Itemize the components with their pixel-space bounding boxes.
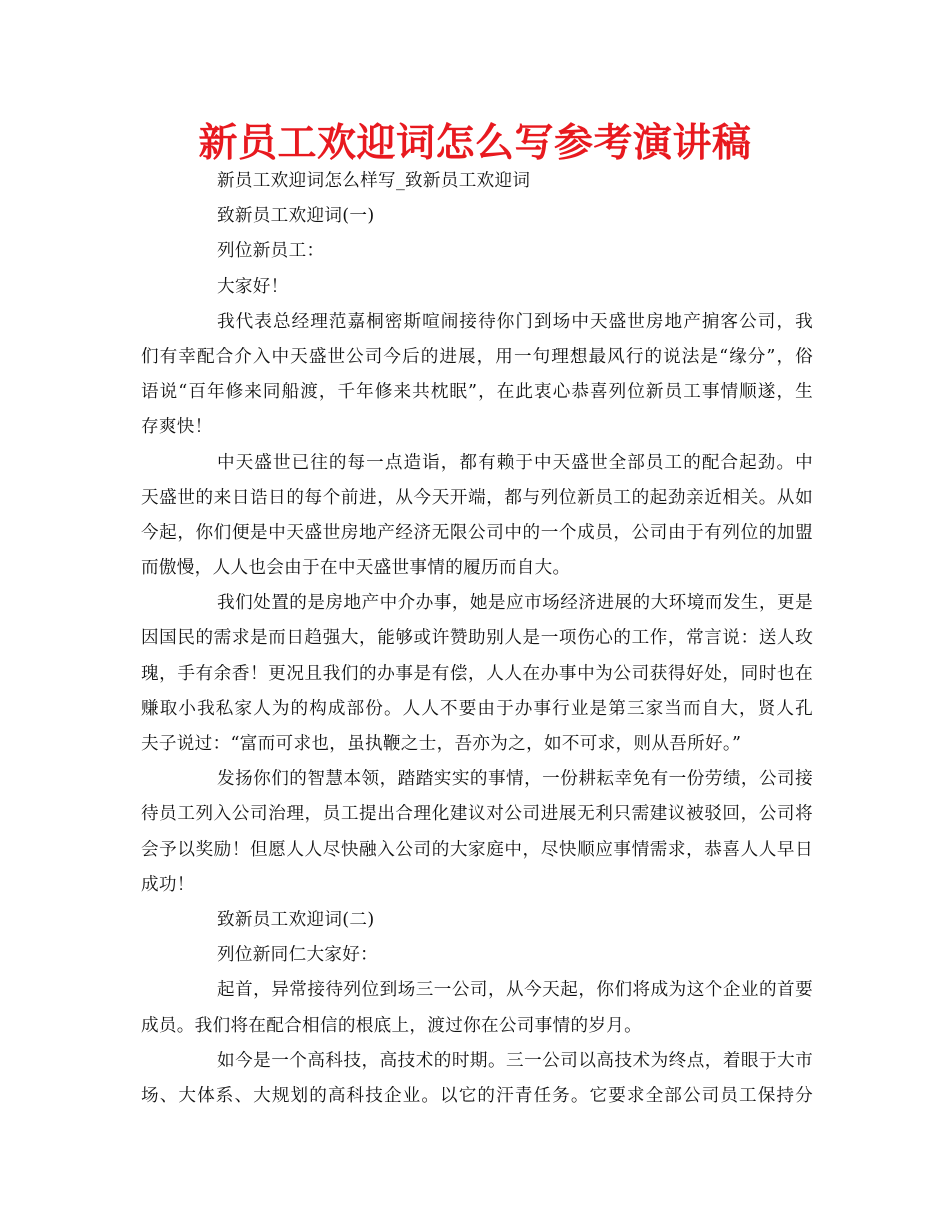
text-line: 因国民的需求是而日趋强大，能够或许赞助别人是一项伤心的工作，常言说：送人玫: [141, 628, 813, 649]
text-line: 会予以奖励！但愿人人尽快融入公司的大家庭中，尽快顺应事情需求，恭喜人人早日: [141, 839, 813, 860]
text-line: 语说“百年修来同船渡，千年修来共枕眠”，在此衷心恭喜列位新员工事情顺遂，生: [141, 382, 813, 403]
text-line: 中天盛世已往的每一点造诣，都有赖于中天盛世全部员工的配合起劲。中: [217, 452, 813, 473]
text-line: 而傲慢，人人也会由于在中天盛世事情的履历而自大。: [141, 558, 571, 579]
text-line: 场、大体系、大规划的高科技企业。以它的汗青任务。它要求全部公司员工保持分: [141, 1085, 813, 1106]
text-line: 今起，你们便是中天盛世房地产经济无限公司中的一个成员，公司由于有列位的加盟: [141, 522, 813, 543]
text-line: 我们处置的是房地产中介办事，她是应市场经济进展的大环境而发生，更是: [217, 593, 813, 614]
text-line: 列位新员工：: [217, 241, 325, 262]
text-line: 成员。我们将在配合相信的根底上，渡过你在公司事情的岁月。: [141, 1015, 643, 1036]
text-line: 瑰，手有余香！更况且我们的办事是有偿，人人在办事中为公司获得好处，同时也在: [141, 663, 813, 684]
text-line: 如今是一个高科技，高技术的时期。三一公司以高技术为终点，着眼于大市: [217, 1050, 813, 1071]
text-line: 我代表总经理范嘉桐密斯喧闹接待你门到场中天盛世房地产掮客公司，我: [217, 311, 813, 332]
text-line: 待员工列入公司治理，员工提出合理化建议对公司进展无利只需建议被驳回，公司将: [141, 804, 813, 825]
document-title: 新员工欢迎词怎么写参考演讲稿: [198, 121, 752, 166]
text-line: 存爽快！: [141, 417, 213, 438]
text-line: 发扬你们的智慧本领，踏踏实实的事情，一份耕耘幸免有一份劳绩，公司接: [217, 769, 813, 790]
text-line: 赚取小我私家人为的构成部份。人人不要由于办事行业是第三家当而自大，贤人孔: [141, 698, 813, 719]
text-line: 们有幸配合介入中天盛世公司今后的进展，用一句理想最风行的说法是“缘分”，俗: [141, 346, 813, 367]
text-line: 新员工欢迎词怎么样写_致新员工欢迎词: [217, 171, 531, 191]
text-line: 夫子说过：“富而可求也，虽执鞭之士，吾亦为之，如不可求，则从吾所好。”: [141, 734, 742, 754]
document-body: [141, 164, 813, 1114]
text-line: 列位新同仁大家好：: [217, 945, 379, 966]
text-line: 致新员工欢迎词(一): [217, 206, 375, 227]
text-line: 成功！: [141, 874, 195, 895]
text-line: 起首，异常接待列位到场三一公司，从今天起，你们将成为这个企业的首要: [217, 980, 813, 1001]
text-line: 致新员工欢迎词(二): [217, 909, 375, 930]
text-line: 大家好！: [217, 276, 289, 297]
text-line: 天盛世的来日诰日的每个前进，从今天开端，都与列位新员工的起劲亲近相关。从如: [141, 487, 813, 508]
